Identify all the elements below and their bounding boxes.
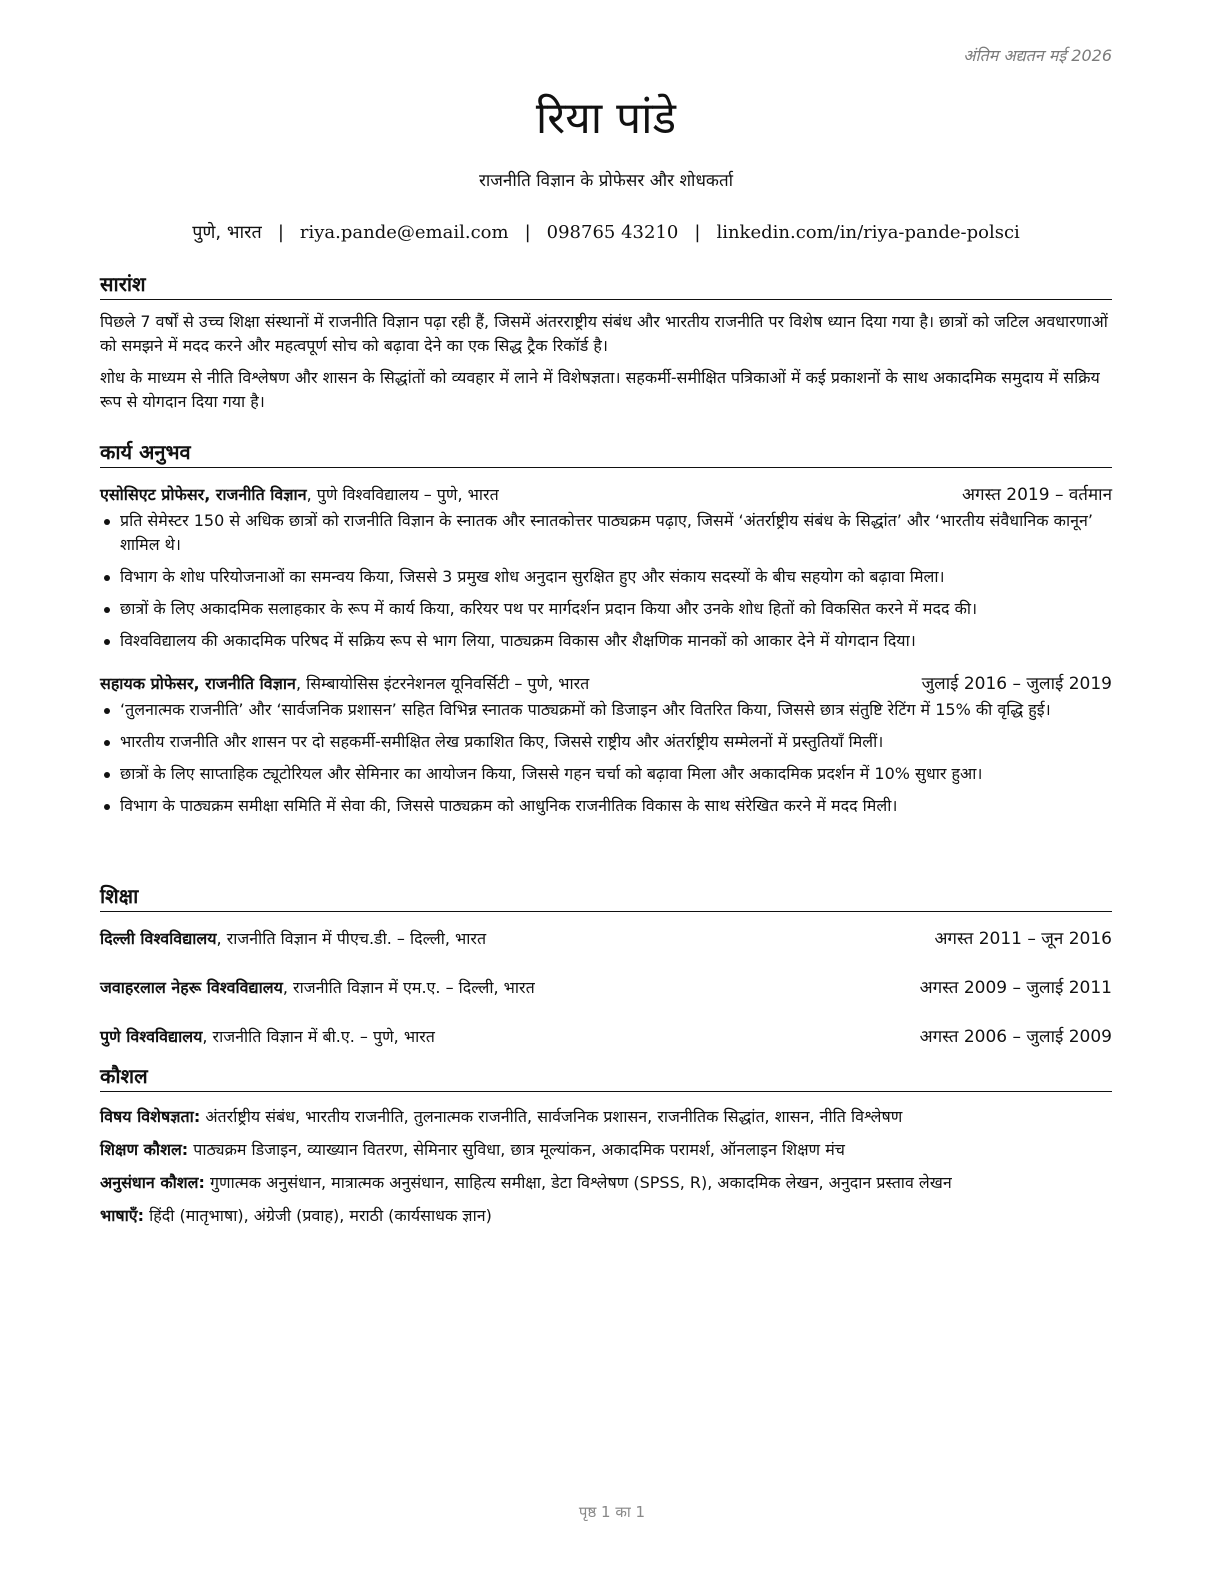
education-dates: अगस्त 2009 – जुलाई 2011 xyxy=(919,978,1112,998)
job-bullet: प्रति सेमेस्टर 150 से अधिक छात्रों को राजनीति विज्ञान के स्नातक और स्नातकोत्तर पाठ्यक्रम पढ़ाए, जिसमें ‘अंतर्राष्ट्रीय संबंध के सिद्धांत’ और ‘भारतीय संवैधानिक कानून’ शामिल थे। xyxy=(120,509,1112,557)
summary-paragraph: पिछले 7 वर्षों से उच्च शिक्षा संस्थानों में राजनीति विज्ञान पढ़ा रही हैं, जिसमें अंतरराष्ट्रीय संबंध और भारतीय राजनीति पर विशेष ध्यान दिया गया है। छात्रों को जटिल अवधारणाओं को समझने में मदद करने और महत्वपूर्ण सोच को बढ़ावा देने का एक सिद्ध ट्रैक रिकॉर्ड है। xyxy=(100,312,1108,355)
skills-section xyxy=(100,1062,1112,1232)
contact-linkedin[interactable]: linkedin.com/in/riya-pande-polsci xyxy=(716,222,1020,243)
summary-paragraph: शोध के माध्यम से नीति विश्लेषण और शासन के सिद्धांतों को व्यवहार में लाने में विशेषज्ञता। सहकर्मी-समीक्षित पत्रिकाओं में कई प्रकाशनों के साथ अकादमिक समुदाय में सक्रिय रूप से योगदान दिया गया है। xyxy=(100,368,1100,411)
education-dates: अगस्त 2006 – जुलाई 2009 xyxy=(919,1027,1112,1047)
skill-value: पाठ्यक्रम डिजाइन, व्याख्यान वितरण, सेमिनार सुविधा, छात्र मूल्यांकन, अकादमिक परामर्श, ऑनलाइन शिक्षण मंच xyxy=(188,1140,845,1159)
job-title: एसोसिएट प्रोफेसर, राजनीति विज्ञान xyxy=(100,485,307,504)
skill-value: गुणात्मक अनुसंधान, मात्रात्मक अनुसंधान, साहित्य समीक्षा, डेटा विश्लेषण (SPSS, R), अकादमिक लेखन, अनुदान प्रस्ताव लेखन xyxy=(204,1173,952,1192)
job-bullet: विश्वविद्यालय की अकादमिक परिषद में सक्रिय रूप से भाग लिया, पाठ्यक्रम विकास और शैक्षणिक मानकों को आकार देने में योगदान दिया। xyxy=(120,629,1112,653)
contact-email[interactable]: riya.pande@email.com xyxy=(299,222,509,243)
job-entry xyxy=(100,671,1112,818)
skill-value: हिंदी (मातृभाषा), अंग्रेजी (प्रवाह), मराठी (कार्यसाधक ज्ञान) xyxy=(144,1206,492,1225)
education-dates: अगस्त 2011 – जून 2016 xyxy=(934,929,1112,949)
contact-separator: | xyxy=(277,222,284,243)
job-bullet: विभाग के पाठ्यक्रम समीक्षा समिति में सेवा की, जिससे पाठ्यक्रम को आधुनिक राजनीतिक विकास के साथ संरेखित करने में मदद मिली। xyxy=(120,794,1112,818)
contact-separator: | xyxy=(694,222,701,243)
job-title-line xyxy=(100,672,589,694)
skill-label: शिक्षण कौशल: xyxy=(100,1140,189,1159)
skill-line xyxy=(100,1100,1112,1133)
education-school: दिल्ली विश्वविद्यालय xyxy=(100,929,217,948)
job-bullets xyxy=(100,698,1112,818)
education-entry xyxy=(100,975,1112,998)
contact-phone: 098765 43210 xyxy=(546,222,679,243)
contact-separator: | xyxy=(524,222,531,243)
education-line xyxy=(100,927,486,949)
job-title: सहायक प्रोफेसर, राजनीति विज्ञान xyxy=(100,674,296,693)
education-entry xyxy=(100,926,1112,949)
job-org: , सिम्बायोसिस इंटरनेशनल यूनिवर्सिटी – पुणे, भारत xyxy=(295,674,590,693)
job-bullet: भारतीय राजनीति और शासन पर दो सहकर्मी-समीक्षित लेख प्रकाशित किए, जिससे राष्ट्रीय और अंतर्राष्ट्रीय सम्मेलनों में प्रस्तुतियाँ मिलीं। xyxy=(120,730,1112,754)
section-heading: कौशल xyxy=(100,1062,1112,1092)
last-updated: अंतिम अद्यतन मई 2026 xyxy=(963,46,1112,65)
education-school: जवाहरलाल नेहरू विश्वविद्यालय xyxy=(100,978,283,997)
candidate-tagline: राजनीति विज्ञान के प्रोफेसर और शोधकर्ता xyxy=(478,171,734,191)
job-bullet: छात्रों के लिए साप्ताहिक ट्यूटोरियल और सेमिनार का आयोजन किया, जिससे गहन चर्चा को बढ़ावा मिला और अकादमिक प्रदर्शन में 10% सुधार हुआ। xyxy=(120,762,1112,786)
skill-label: भाषाएँ: xyxy=(100,1206,145,1225)
job-dates: जुलाई 2016 – जुलाई 2019 xyxy=(921,674,1112,694)
education-line xyxy=(100,976,535,998)
education-school: पुणे विश्वविद्यालय xyxy=(100,1027,203,1046)
job-header xyxy=(100,482,1112,505)
summary-section xyxy=(100,270,1112,414)
experience-section xyxy=(100,438,1112,826)
job-bullet: छात्रों के लिए अकादमिक सलाहकार के रूप में कार्य किया, करियर पथ पर मार्गदर्शन प्रदान किया और उनके शोध हितों को विकसित करने में मदद की। xyxy=(120,597,1112,621)
education-entry xyxy=(100,1024,1112,1047)
skills-list xyxy=(100,1100,1112,1232)
job-bullet: ‘तुलनात्मक राजनीति’ और ‘सार्वजनिक प्रशासन’ सहित विभिन्न स्नातक पाठ्यक्रमों को डिजाइन और वितरित किया, जिससे छात्र संतुष्टि रेटिंग में 15% की वृद्धि हुई। xyxy=(120,698,1112,722)
skill-line xyxy=(100,1133,1112,1166)
contact-location: पुणे, भारत xyxy=(192,222,262,243)
contact-line xyxy=(100,220,1112,244)
education-line xyxy=(100,1025,435,1047)
education-detail: , राजनीति विज्ञान में बी.ए. – पुणे, भारत xyxy=(202,1027,435,1046)
section-heading: कार्य अनुभव xyxy=(100,438,1112,468)
section-heading: सारांश xyxy=(100,270,1112,300)
job-title-line xyxy=(100,483,499,505)
job-entry xyxy=(100,482,1112,653)
education-section xyxy=(100,882,1112,1047)
skill-line xyxy=(100,1166,1112,1199)
section-heading: शिक्षा xyxy=(100,882,1112,912)
job-dates: अगस्त 2019 – वर्तमान xyxy=(962,485,1112,505)
skill-value: अंतर्राष्ट्रीय संबंध, भारतीय राजनीति, तुलनात्मक राजनीति, सार्वजनिक प्रशासन, राजनीतिक सिद्धांत, शासन, नीति विश्लेषण xyxy=(200,1107,903,1126)
job-header xyxy=(100,671,1112,694)
skill-line xyxy=(100,1199,1112,1232)
job-org: , पुणे विश्वविद्यालय – पुणे, भारत xyxy=(306,485,499,504)
page-number: पृष्ठ 1 का 1 xyxy=(578,1503,646,1521)
job-bullet: विभाग के शोध परियोजनाओं का समन्वय किया, जिससे 3 प्रमुख शोध अनुदान सुरक्षित हुए और संकाय सदस्यों के बीच सहयोग को बढ़ावा मिला। xyxy=(120,565,1112,589)
education-detail: , राजनीति विज्ञान में एम.ए. – दिल्ली, भारत xyxy=(282,978,535,997)
skill-label: विषय विशेषज्ञता: xyxy=(100,1107,201,1126)
skill-label: अनुसंधान कौशल: xyxy=(100,1173,205,1192)
job-bullets xyxy=(100,509,1112,653)
candidate-name: रिया पांडे xyxy=(535,93,677,144)
education-detail: , राजनीति विज्ञान में पीएच.डी. – दिल्ली, भारत xyxy=(216,929,487,948)
